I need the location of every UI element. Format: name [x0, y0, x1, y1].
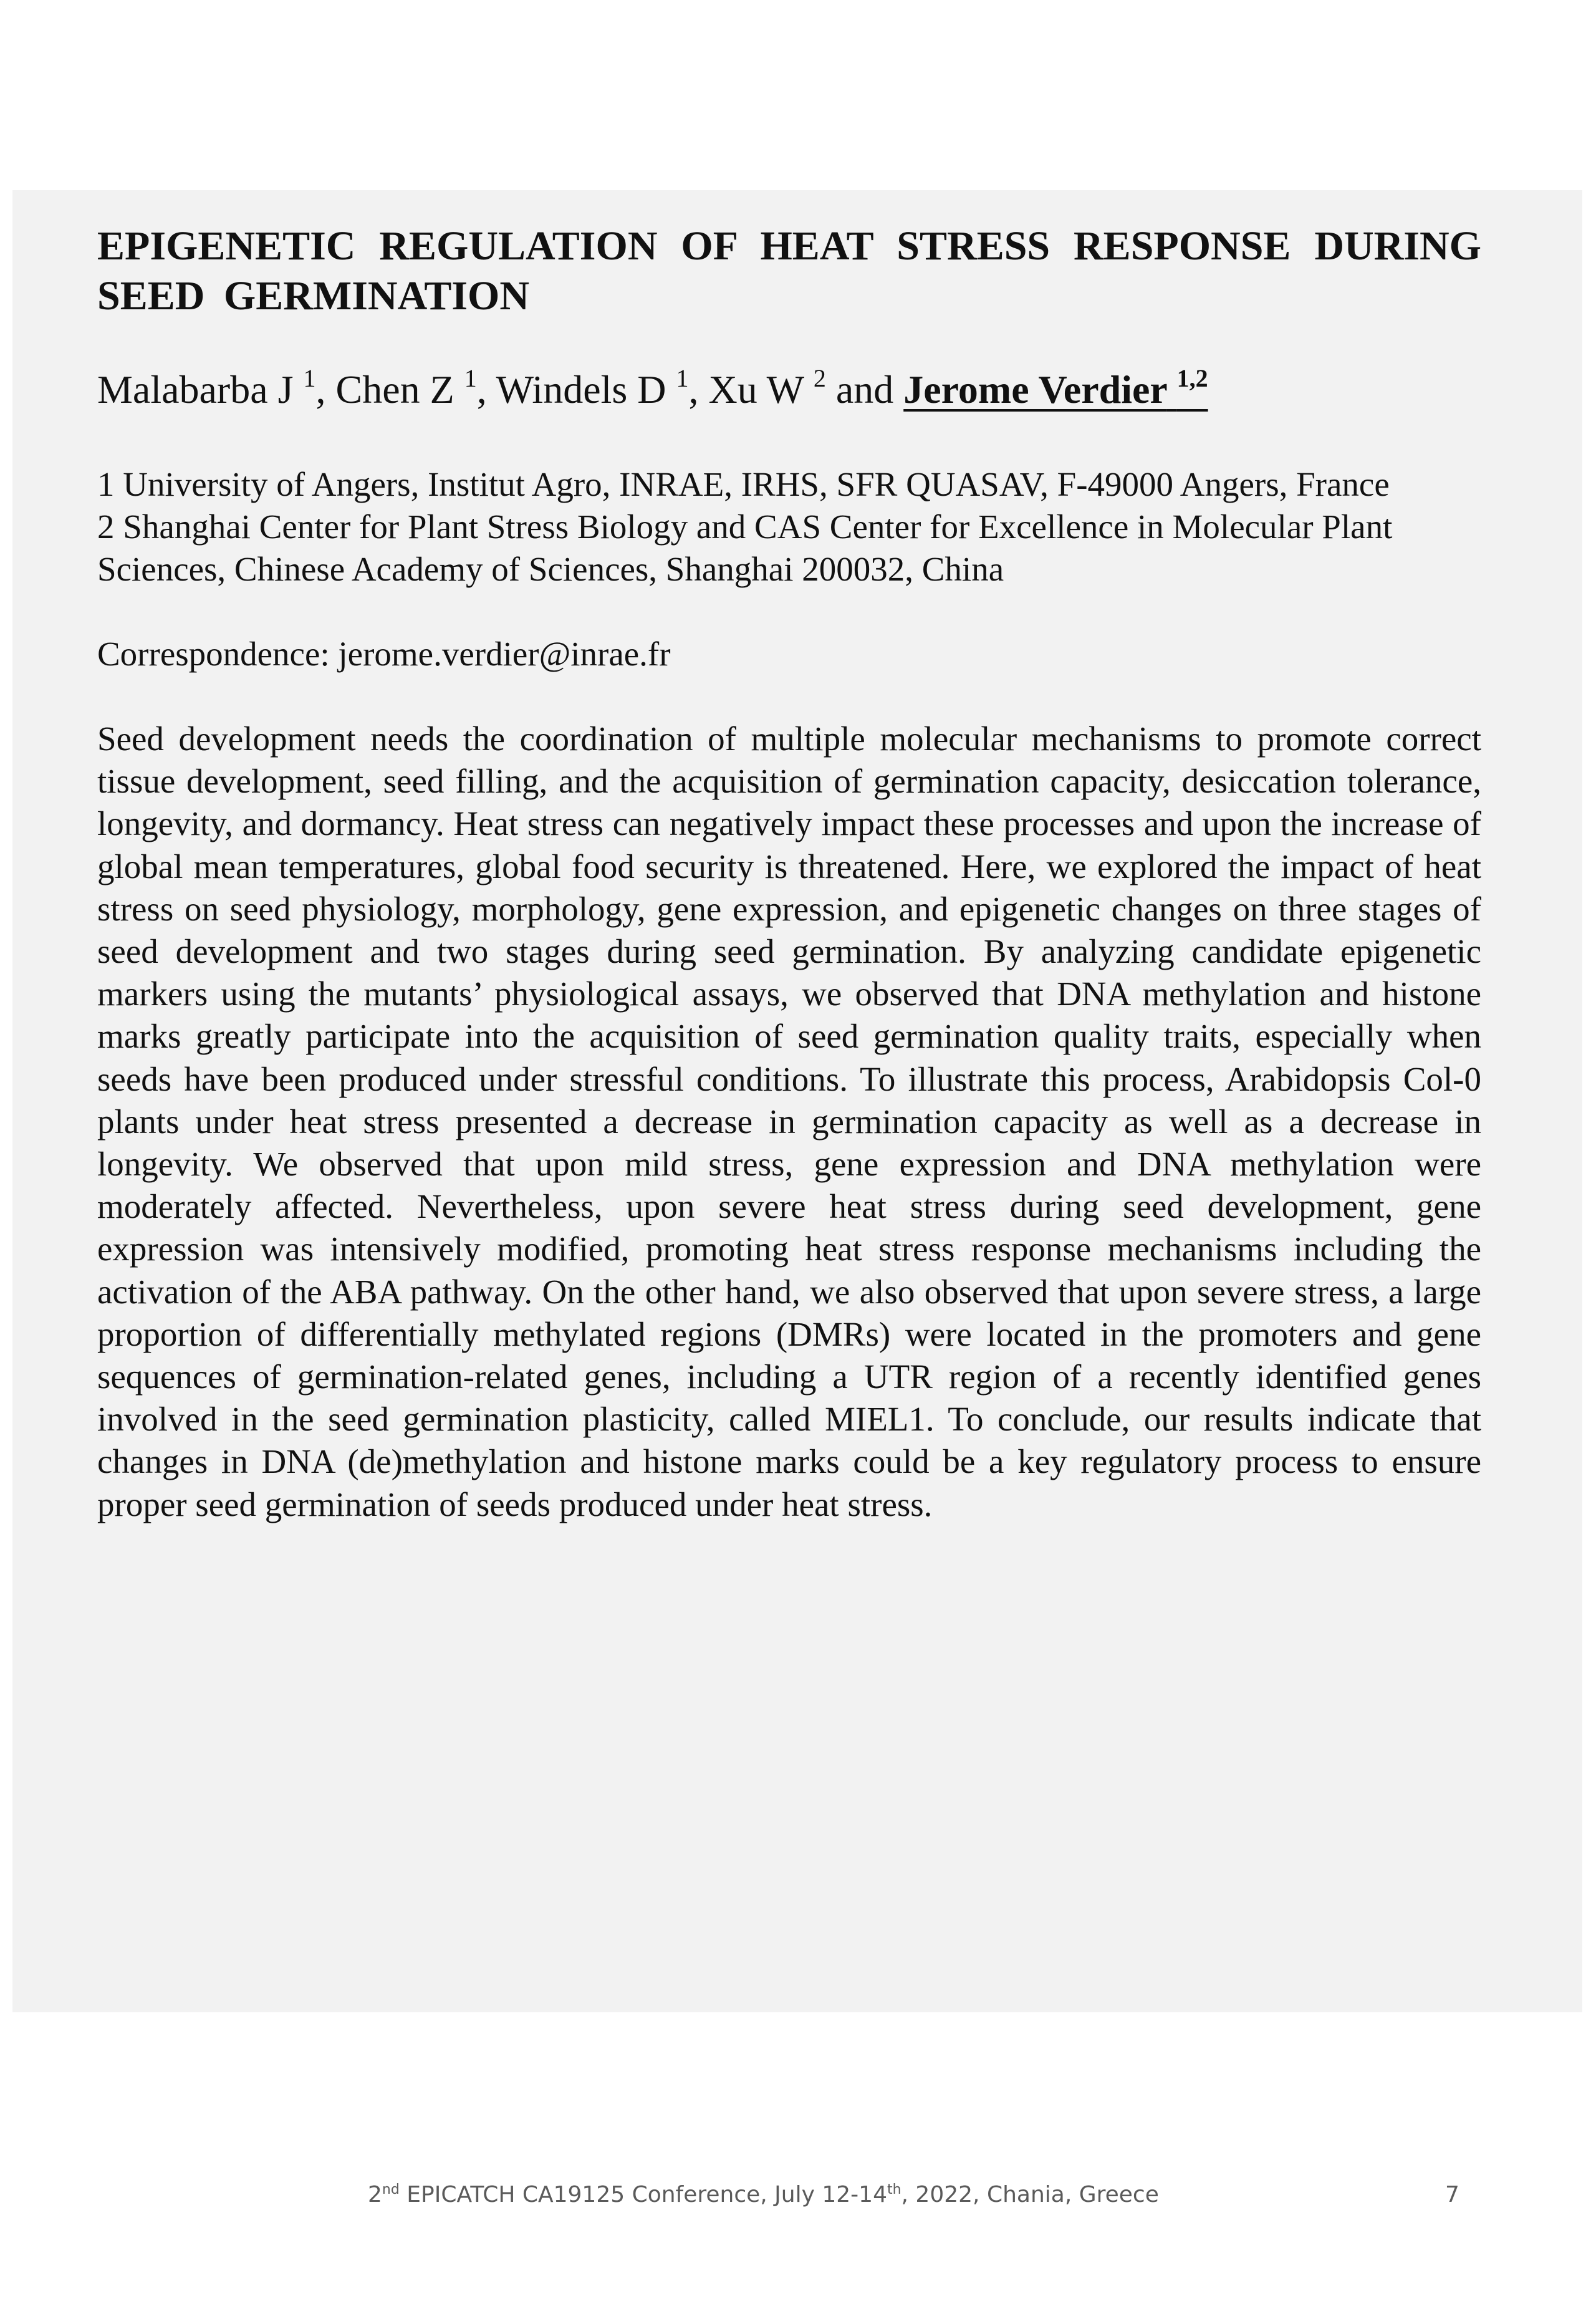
author-affiliation-mark: 1 [303, 364, 316, 392]
paper-title: EPIGENETIC REGULATION OF HEAT STRESS RESPONSE DURING SEED GERMINATION [97, 223, 1481, 319]
footer-ordinal-number: 2 [368, 2182, 382, 2207]
author: Chen Z [335, 367, 454, 412]
author-separator: and [825, 367, 904, 412]
footer-conference [368, 2176, 1159, 2214]
page-footer [0, 2176, 1596, 2214]
page-number: 7 [1445, 2182, 1459, 2207]
footer-ordinal-suffix: nd [382, 2182, 400, 2197]
affiliation-2: 2 Shanghai Center for Plant Stress Biology and CAS Center for Excellence in Molecular Plant Sciences, Chinese Academy of Sciences, Shanghai 200032, China [97, 508, 1393, 588]
abstract-body: Seed development needs the coordination of multiple molecular mechanisms to promote correct tissue development, seed filling, and the acquisition of germination capacity, desiccation tolerance, longevity, and dormancy. Heat stress can negatively impact these processes and upon the increase of global mean temperatures, global food security is threatened. Here, we explored the impact of heat stress on seed physiology, morphology, gene expression, and epigenetic changes on three stages of seed development and two stages during seed germination. By analyzing candidate epigenetic markers using the mutants’ physiological assays, we observed that DNA methylation and histone marks greatly participate into the acquisition of seed germination quality traits, especially when seeds have been produced under stressful conditions. To illustrate this process, Arabidopsis Col-0 plants under heat stress presented a decrease in germination capacity as well as a decrease in longevity. We observed that upon mild stress, gene expression and DNA methylation were moderately affected. Nevertheless, upon severe heat stress during seed development, gene expression was intensively modified, promoting heat stress response mechanisms including the activation of the ABA pathway. On the other hand, we also observed that upon severe stress, a large proportion of differentially methylated regions (DMRs) were located in the promoters and gene sequences of germination-related genes, including a UTR region of a recently identified genes involved in the seed germination plasticity, called MIEL1. To conclude, our results indicate that changes in DNA (de)methylation and histone marks could be a key regulatory process to ensure proper seed germination of seeds produced under heat stress. [97, 720, 1481, 1523]
author: Xu W [708, 367, 804, 412]
author: Malabarba J [97, 367, 294, 412]
author-separator: , [476, 367, 496, 412]
author-affiliation-mark: 1 [464, 364, 477, 392]
author-affiliation-mark: 1,2 [1176, 364, 1208, 392]
affiliations [97, 463, 1481, 591]
corresponding-author [903, 364, 1208, 412]
author-separator: , [688, 367, 709, 412]
author-affiliation-mark: 2 [813, 364, 826, 392]
author-list [97, 365, 1481, 415]
footer-conference-name: EPICATCH CA19125 Conference, July 12-14 [399, 2182, 887, 2207]
author-affiliation-mark: 1 [676, 364, 689, 392]
affiliation-1: 1 University of Angers, Institut Agro, INRAE, IRHS, SFR QUASAV, F-49000 Angers, France [97, 465, 1390, 503]
abstract-content [97, 221, 1481, 1526]
correspondence-line: Correspondence: jerome.verdier@inrae.fr [97, 635, 671, 673]
author: Windels D [496, 367, 666, 412]
footer-conference-tail: , 2022, Chania, Greece [901, 2182, 1159, 2207]
corresponding-author-name: Jerome Verdier [903, 367, 1167, 412]
author-separator: , [315, 367, 336, 412]
footer-date-suffix: th [887, 2182, 901, 2197]
